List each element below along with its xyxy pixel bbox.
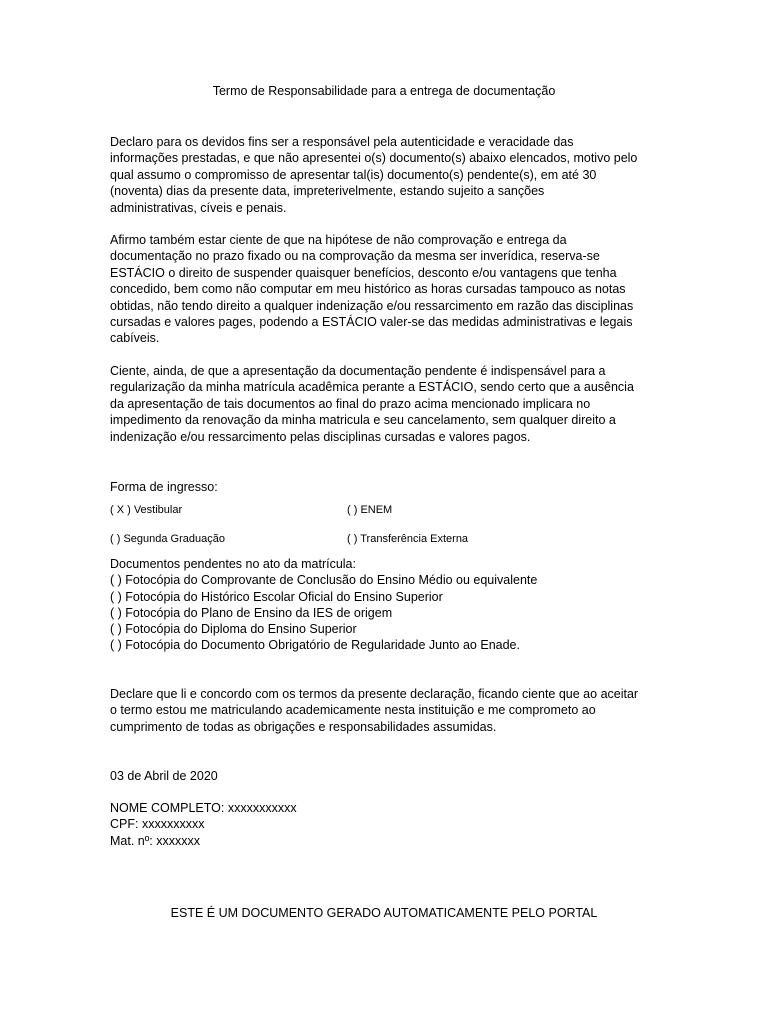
paragraph-line: qual assumo o compromisso de apresentar tal(is) documento(s) pendente(s), em até 30 — [110, 167, 597, 182]
admission-option-enem: ( ) ENEM — [347, 504, 393, 516]
paragraph-line: Ciente, ainda, de que a apresentação da documentação pendente é indispensável para a — [110, 364, 606, 378]
pending-docs-label: Documentos pendentes no ato da matrícula: — [110, 557, 356, 571]
paragraph-line: documentação no prazo fixado ou na comprovação da mesma ser inverídica, reserva-se — [110, 249, 600, 264]
signature-mat: Mat. nº: xxxxxxx — [110, 833, 200, 848]
paragraph-affirmation — [110, 232, 662, 347]
paragraph-line: indenização e/ou ressarcimento pelas disciplinas cursadas e valores pagos. — [110, 429, 531, 444]
paragraph-line: Declare que li e concordo com os termos da presente declaração, ficando ciente que ao aceitar — [110, 687, 639, 701]
document-date: 03 de Abril de 2020 — [110, 769, 218, 783]
admission-label: Forma de ingresso: — [110, 480, 218, 494]
signature-block — [110, 800, 297, 849]
paragraph-line: administrativas, cíveis e penais. — [110, 200, 287, 215]
footer-notice: ESTE É UM DOCUMENTO GERADO AUTOMATICAMENTE PELO PORTAL — [170, 906, 598, 920]
admission-option-transfer: ( ) Transferência Externa — [347, 533, 469, 545]
signature-name: NOME COMPLETO: xxxxxxxxxxx — [110, 801, 297, 815]
paragraph-line: cursadas e valores pages, podendo a ESTÁCIO valer-se das medidas administrativas e legais — [110, 315, 633, 330]
pending-doc-item: ( ) Fotocópia do Plano de Ensino da IES de origem — [110, 605, 393, 620]
paragraph-line: Declaro para os devidos fins ser a responsável pela autenticidade e veracidade das — [110, 135, 574, 149]
paragraph-line: ESTÁCIO o direito de suspender quaisquer benefícios, desconto e/ou vantagens que tenha — [110, 265, 617, 280]
document-title: Termo de Responsabilidade para a entrega de documentação — [212, 84, 556, 98]
pending-doc-item: ( ) Fotocópia do Diploma do Ensino Superior — [110, 622, 357, 637]
admission-option-second-degree: ( ) Segunda Graduação — [110, 533, 225, 545]
paragraph-line: regularização da minha matrícula acadêmica perante a ESTÁCIO, sendo certo que a ausência — [110, 380, 634, 395]
paragraph-line: (noventa) dias da presente data, impreterivelmente, estando sujeito a sanções — [110, 184, 545, 199]
paragraph-line: informações prestadas, e que não apresentei o(s) documento(s) abaixo elencados, motivo pelo — [110, 151, 638, 166]
pending-docs-list — [110, 556, 537, 654]
paragraph-agreement — [110, 686, 662, 735]
paragraph-line: impedimento da renovação da minha matricula e seu cancelamento, sem qualquer direito a — [110, 413, 616, 428]
pending-doc-item: ( ) Fotocópia do Comprovante de Conclusão do Ensino Médio ou equivalente — [110, 573, 538, 588]
paragraph-line: cumprimento de todas as obrigações e responsabilidades assumidas. — [110, 719, 497, 734]
paragraph-line: da apresentação de tais documentos ao final do prazo acima mencionado implicara no — [110, 396, 591, 411]
admission-option-vestibular: ( X ) Vestibular — [110, 504, 183, 516]
paragraph-declaration — [110, 134, 662, 216]
paragraph-line: cabíveis. — [110, 331, 160, 346]
pending-doc-item: ( ) Fotocópia do Histórico Escolar Oficial do Ensino Superior — [110, 589, 443, 604]
paragraph-line: Afirmo também estar ciente de que na hipótese de não comprovação e entrega da — [110, 233, 567, 247]
paragraph-line: obtidas, não tendo direito a qualquer indenização e/ou ressarcimento em razão das disciplinas — [110, 298, 634, 313]
paragraph-line: o termo estou me matriculando academicamente nesta instituição e me comprometo ao — [110, 703, 596, 718]
signature-cpf: CPF: xxxxxxxxxx — [110, 817, 205, 832]
pending-doc-item: ( ) Fotocópia do Documento Obrigatório de Regularidade Junto ao Enade. — [110, 638, 520, 653]
paragraph-line: concedido, bem como não computar em meu histórico as horas cursadas tampouco as notas — [110, 282, 626, 297]
paragraph-awareness — [110, 363, 662, 445]
